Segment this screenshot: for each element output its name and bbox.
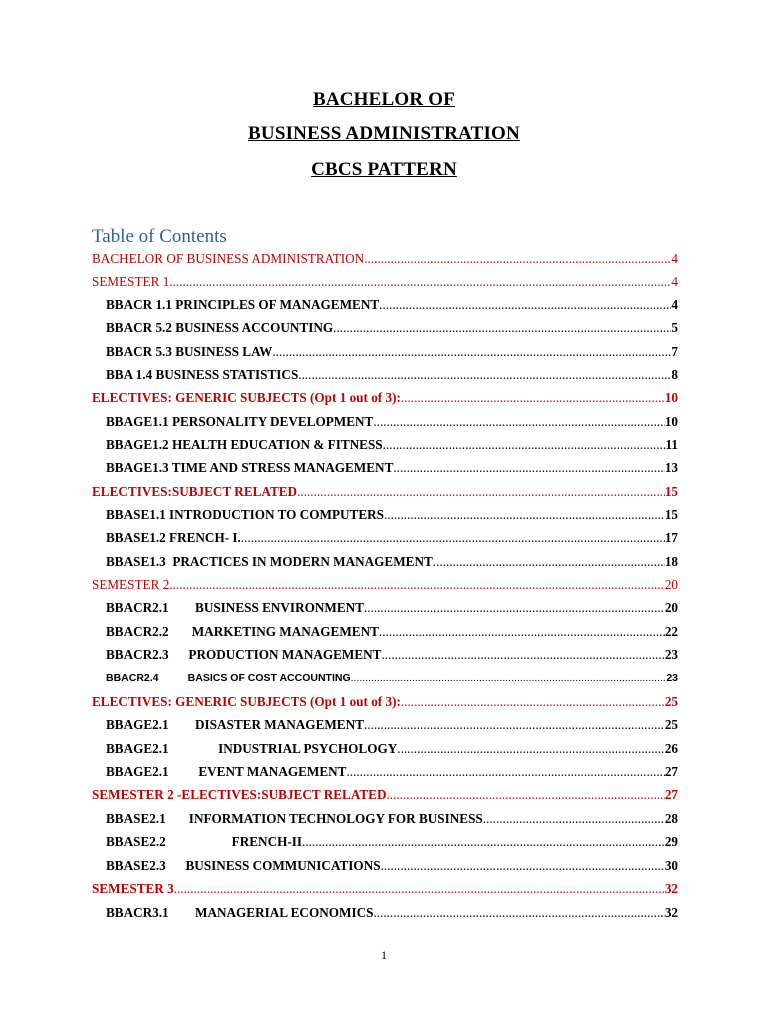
toc-entry[interactable]	[106, 647, 678, 665]
page-number: 1	[381, 948, 387, 962]
toc-leader-dots	[297, 484, 665, 500]
toc-entry-label: BBASE2.1 INFORMATION TECHNOLOGY FOR BUSINESS	[106, 811, 483, 826]
toc-entry-label: BBACR2.2 MARKETING MANAGEMENT	[106, 624, 379, 639]
toc-entry-label: BBASE2.2 FRENCH-II	[106, 834, 303, 849]
toc-entry-page: 4	[671, 274, 678, 289]
toc-entry[interactable]	[92, 787, 678, 805]
toc-entry-page: 10	[664, 390, 678, 405]
toc-leader-dots	[381, 647, 664, 663]
toc-entry[interactable]	[106, 764, 678, 782]
toc-entry[interactable]	[106, 437, 678, 455]
toc-leader-dots	[169, 274, 671, 290]
toc-entry-page: 13	[664, 460, 678, 475]
toc-entry-page: 28	[664, 811, 678, 826]
toc-leader-dots	[433, 554, 665, 570]
toc-entry-page: 20	[664, 600, 678, 615]
toc-entry-page: 8	[671, 367, 678, 382]
toc-leader-dots	[483, 811, 665, 827]
toc-entry-label: BBACR2.4 BASICS OF COST ACCOUNTING	[106, 672, 351, 684]
toc-leader-dots	[346, 764, 664, 780]
toc-entry-label: ELECTIVES:SUBJECT RELATED	[92, 484, 298, 499]
toc-entry-page: 30	[664, 858, 678, 873]
toc-entry-label: BBASE1.3 PRACTICES IN MODERN MANAGEMENT	[106, 554, 433, 569]
toc-entry-page: 15	[664, 484, 678, 499]
toc-leader-dots	[383, 437, 666, 453]
toc-leader-dots	[373, 905, 664, 921]
toc-leader-dots	[386, 787, 664, 803]
toc-leader-dots	[397, 741, 665, 757]
toc-entry-label: BBAGE1.3 TIME AND STRESS MANAGEMENT	[106, 460, 394, 475]
toc-entry[interactable]	[106, 905, 678, 923]
toc-entry[interactable]	[106, 624, 678, 642]
toc-entry-label: BBASE2.3 BUSINESS COMMUNICATIONS	[106, 858, 381, 873]
toc-entry[interactable]	[92, 274, 678, 292]
toc-leader-dots	[381, 858, 665, 874]
toc-entry-page: 10	[664, 414, 678, 429]
toc-entry-page: 17	[664, 530, 678, 545]
toc-entry-label: ELECTIVES: GENERIC SUBJECTS (Opt 1 out of 3):	[92, 694, 401, 709]
toc-leader-dots	[333, 320, 671, 336]
toc-entry[interactable]	[106, 460, 678, 478]
toc-entry[interactable]	[106, 600, 678, 618]
toc-entry-page: 23	[666, 672, 678, 684]
toc-entry-page: 22	[664, 624, 678, 639]
toc-entry-page: 27	[664, 764, 678, 779]
toc-entry-label: BBACR 5.3 BUSINESS LAW	[106, 344, 273, 359]
toc-entry[interactable]	[92, 390, 678, 408]
toc-leader-dots	[393, 460, 664, 476]
toc-entry-label: SEMESTER 2	[92, 577, 170, 592]
toc-leader-dots	[174, 881, 665, 897]
toc-entry[interactable]	[106, 320, 678, 338]
toc-leader-dots	[302, 834, 665, 850]
toc-leader-dots	[241, 530, 665, 546]
toc-leader-dots	[401, 390, 665, 406]
toc-heading: Table of Contents	[92, 226, 227, 247]
toc-entry[interactable]	[106, 367, 678, 385]
toc-entry-label: ELECTIVES: GENERIC SUBJECTS (Opt 1 out of 3):	[92, 390, 401, 405]
document-title-line-3: CBCS PATTERN	[311, 159, 457, 180]
toc-entry[interactable]	[92, 881, 678, 899]
toc-entry-page: 27	[664, 787, 678, 802]
toc-leader-dots	[379, 297, 671, 313]
toc-leader-dots	[401, 694, 665, 710]
toc-entry-label: BBACR3.1 MANAGERIAL ECONOMICS	[106, 905, 374, 920]
toc-leader-dots	[379, 624, 665, 640]
toc-entry-page: 4	[671, 297, 678, 312]
toc-entry-label: BBACR2.3 PRODUCTION MANAGEMENT	[106, 647, 382, 662]
toc-entry[interactable]	[92, 694, 678, 712]
toc-entry[interactable]	[106, 554, 678, 572]
toc-entry-page: 25	[664, 694, 678, 709]
toc-entry[interactable]	[92, 577, 678, 595]
toc-entry-page: 32	[664, 905, 678, 920]
toc-entry-label: BBAGE2.1 EVENT MANAGEMENT	[106, 764, 347, 779]
toc-entry-page: 11	[665, 437, 678, 452]
toc-entry-label: BBAGE1.2 HEALTH EDUCATION & FITNESS	[106, 437, 383, 452]
toc-entry-page: 18	[664, 554, 678, 569]
toc-leader-dots	[272, 344, 671, 360]
toc-leader-dots	[364, 717, 665, 733]
toc-entry[interactable]	[92, 251, 678, 269]
toc-entry-label: SEMESTER 3	[92, 881, 174, 896]
toc-entry-page: 32	[664, 881, 678, 896]
toc-entry[interactable]	[106, 297, 678, 315]
toc-entry-label: BBAGE2.1 INDUSTRIAL PSYCHOLOGY	[106, 741, 398, 756]
toc-entry-page: 5	[671, 320, 678, 335]
toc-entry[interactable]	[106, 344, 678, 362]
document-title-line-1: BACHELOR OF	[312, 89, 456, 110]
toc-entry-label: BBACR2.1 BUSINESS ENVIRONMENT	[106, 600, 364, 615]
toc-entry-page: 4	[671, 251, 678, 266]
toc-entry-page: 25	[664, 717, 678, 732]
toc-entry-label: SEMESTER 1	[92, 274, 170, 289]
toc-entry-label: BBACR 5.2 BUSINESS ACCOUNTING	[106, 320, 334, 335]
toc-entry-page: 23	[664, 647, 678, 662]
toc-entry-label: BBAGE1.1 PERSONALITY DEVELOPMENT	[106, 414, 374, 429]
toc-leader-dots	[351, 672, 667, 684]
toc-entry[interactable]	[106, 834, 678, 852]
toc-entry-label: BBASE1.2 FRENCH- I.	[106, 530, 241, 545]
toc-leader-dots	[364, 251, 671, 267]
toc-entry[interactable]	[106, 741, 678, 759]
document-title-line-2: BUSINESS ADMINISTRATION	[248, 123, 520, 144]
toc-leader-dots	[169, 577, 665, 593]
toc-entry-label: BBACR 1.1 PRINCIPLES OF MANAGEMENT	[106, 297, 380, 312]
toc-entry[interactable]	[106, 530, 678, 548]
toc-entry-label: BBASE1.1 INTRODUCTION TO COMPUTERS	[106, 507, 384, 522]
toc-entry[interactable]	[106, 811, 678, 829]
toc-entry-page: 20	[664, 577, 678, 592]
toc-entry[interactable]	[92, 484, 678, 502]
toc-entry-page: 29	[664, 834, 678, 849]
toc-entry-page: 26	[664, 741, 678, 756]
toc-entry-label: BBA 1.4 BUSINESS STATISTICS	[106, 367, 299, 382]
toc-entry[interactable]	[106, 414, 678, 432]
toc-leader-dots	[384, 507, 665, 523]
toc-entry-page: 7	[671, 344, 678, 359]
toc-leader-dots	[373, 414, 664, 430]
toc-entry[interactable]	[106, 507, 678, 525]
toc-entry-label: BBAGE2.1 DISASTER MANAGEMENT	[106, 717, 364, 732]
toc-leader-dots	[364, 600, 665, 616]
toc-entry[interactable]	[106, 717, 678, 735]
toc-entry-label: SEMESTER 2 -ELECTIVES:SUBJECT RELATED	[92, 787, 387, 802]
toc-leader-dots	[298, 367, 671, 383]
toc-entry-label: BACHELOR OF BUSINESS ADMINISTRATION	[92, 251, 365, 266]
toc-entry[interactable]	[106, 672, 678, 690]
toc-entry-page: 15	[664, 507, 678, 522]
toc-entry[interactable]	[106, 858, 678, 876]
